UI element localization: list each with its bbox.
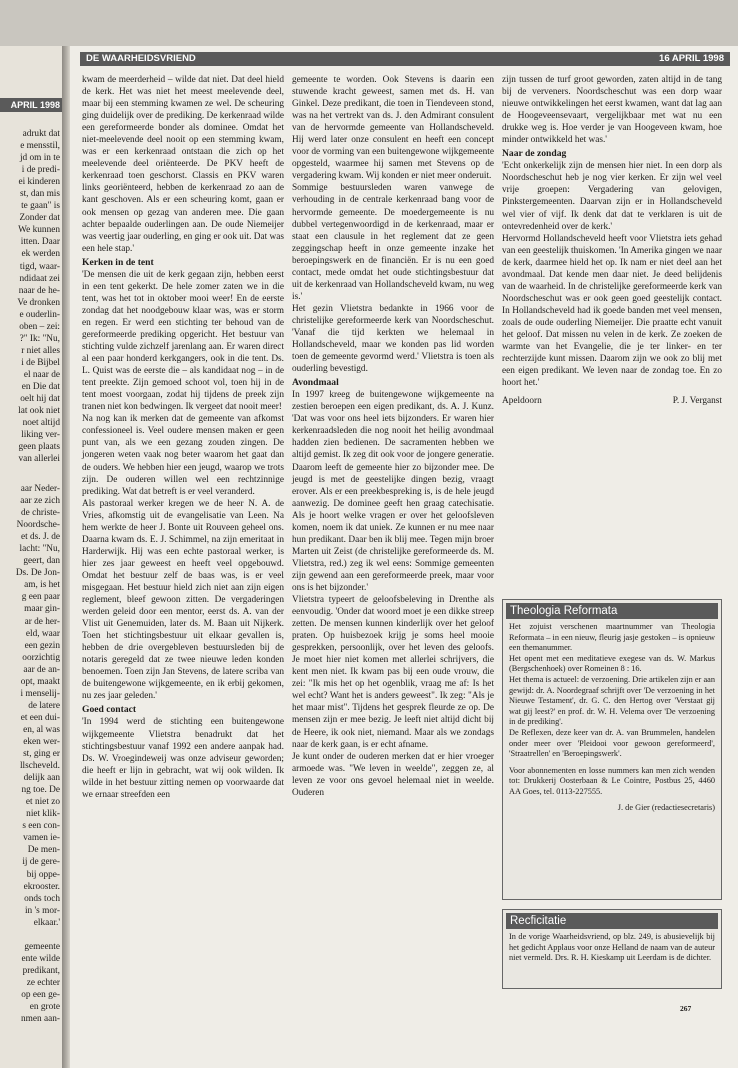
box-title: Recficitatie bbox=[506, 913, 718, 929]
fragment-line: aar Neder- bbox=[20, 484, 60, 494]
fragment-line: ze echter bbox=[26, 978, 60, 989]
fragment-line: Ds. De Jon- bbox=[15, 568, 60, 579]
fragment-line: en Die dat bbox=[21, 381, 60, 392]
paragraph: 'In 1994 werd de stichting een buitengewone wijkgemeente Vlietstra benadrukt dat het stichtingsbestuur vanaf 1992 een andere aanpak had. Ds. W. Vroegindeweij was onze adviseur geworden; die heeft er lijn in gebracht, wat wij ook wilden. Ik wilde in het bestuur zitting nemen op voorwaarde dat we ernaar streefden een bbox=[82, 717, 284, 800]
column-2 bbox=[292, 74, 494, 799]
fragment-line: Noordsche- bbox=[16, 520, 60, 531]
book-gutter bbox=[62, 46, 70, 1068]
fragment-line: vamen ie- bbox=[23, 833, 60, 844]
fragment-line: et een dui- bbox=[20, 712, 60, 723]
fragment-block-2 bbox=[0, 483, 60, 929]
fragment-line: de latere bbox=[28, 700, 60, 711]
fragment-line: maar gin- bbox=[24, 604, 60, 615]
fragment-line: et ds. J. de bbox=[21, 532, 60, 543]
box-paragraph: Voor abonnementen en losse nummers kan men zich wenden tot: Drukkerij Oosterbaan & Le Cointre, Postbus 25, 4460 AA Goes, tel. 0113-227555. bbox=[509, 765, 715, 796]
fragment-line: adrukt dat bbox=[22, 129, 60, 139]
fragment-line: et niet zo bbox=[25, 797, 60, 808]
fragment-line: predikant, bbox=[22, 966, 60, 977]
box-paragraph: Het thema is actueel: de verzoening. Drie artikelen zijn er aan gewijd: dr. A. Noordegraaf schrijft over 'De verzoening in het Nieuwe Testament', dr. G. C. den Hertog over 'Verstaat gij wat gij leest?' en prof. dr. W. H. Velema over 'De verzoening in de prediking'. bbox=[509, 674, 715, 727]
fragment-line: ei kinderen bbox=[18, 177, 60, 188]
fragment-line: e ouderlin- bbox=[19, 309, 60, 320]
fragment-line: el naar de bbox=[23, 369, 60, 380]
left-page-header: APRIL 1998 bbox=[0, 98, 62, 112]
magazine-title: DE WAARHEIDSVRIEND bbox=[86, 53, 196, 64]
fragment-line: niet klik- bbox=[26, 809, 60, 820]
fragment-line: g een paar bbox=[21, 592, 60, 603]
fragment-line: lat ook niet bbox=[18, 406, 60, 417]
fragment-line: delijk aan bbox=[23, 773, 60, 784]
fragment-line: liking ver- bbox=[21, 430, 60, 441]
paragraph: Als pastoraal werker kregen we de heer N. A. de Vries, afkomstig uit de evangelisatie van Leen. Na hem werkte de heer J. Bonte uit Rouveen geheel ons. Daarna kwam ds. E. J. Schimmel, na zijn emeritaat in Harderwijk. Hij was een echte pastoraal werker, is hier zes jaar geweest en heeft veel opgebouwd. Omdat het bestuur zelf de baas was, is er veel misgegaan. Het bestuur hield zich niet aan zijn eigen reglement, bleef gewoon zitten. De vergaderingen werden geleid door een mentor, eerst ds. A. van der Vlist uit Genemuiden, later ds. M. Baan uit Nijkerk. Toen het stichtingsbestuur uit elkaar gevallen is, hebben de drie overgebleven bestuursleden bij de notaris geregeld dat ze twee nieuwe leden konden benoemen. Toen zijn Jan Stevens, de latere scriba van de buitengewone wijkgemeente, en ik erbij gekomen, nu zes jaar geleden.' bbox=[82, 498, 284, 702]
fragment-line: s een con- bbox=[22, 821, 60, 832]
paragraph: In 1997 kreeg de buitengewone wijkgemeente na zestien beroepen een eigen predikant, ds. A. J. Kunz. 'Dat was voor ons heel iets bijzonders. Er waren hier kerkenraadsleden die nog nooit het heilig avondmaal hadden zien bedienen. De sacramenten hebben we altijd gemist. Ik zeg dit ook voor de jongere generatie. Daarom leeft de gemeente hier zo bijzonder mee. De jeugd is met de geestelijke dingen bezig, vraagt erover. Als er een preekbespreking is, is de hele jeugd aanwezig. De dominee geeft hen graag catechisatie. Als je hoort welke vragen er over het geloofsleven komen, noem ik dat uniek. Ze kunnen er nu mee naar hun predikant. Daar ben ik blij mee. Tegen mijn broer Marten uit Zeist (de christelijke gereformeerde ds. M. Vlietstra, red.) zeg ik wel eens: Sommige gemeenten zijn gewend aan een gereformeerde preek, maar voor ons is het bijzonder.' bbox=[292, 390, 494, 593]
fragment-line: noet altijd bbox=[22, 418, 60, 429]
fragment-line: bij oppe- bbox=[26, 869, 60, 880]
fragment-line: ?" Ik: "Nu, bbox=[19, 333, 60, 344]
left-page-fragment bbox=[0, 46, 64, 1068]
paragraph: Hervormd Hollandscheveld heeft voor Vlietstra iets gehad van een geestelijk thuiskomen. 'In Amerika gingen we naar de kerk, daarmee hield het op. Ik nam er niet deel aan het avondmaal. Dat kende men daar niet. Je deed belijdenis van de waarheid. In de christelijke gereformeerde kerk van Noordscheschut was er ook geen goed geestelijk contact. In Hollandscheveld had ik goede banden met veel mensen, zoals de oude ouderling Niemeijer. Die praatte echt vanuit het geloof. Dat missen nu velen in de kerk. Ze zoeken de warmte van het Evangelie, die je ter linker- en ter rechterzijde kunt missen. Daarom zijn we ook zo blij met een eigen predikant. We leven naar de zondag toe. En zo hoort het.' bbox=[502, 233, 722, 389]
running-header bbox=[80, 52, 730, 66]
fragment-line: op een ge- bbox=[21, 990, 60, 1001]
fragment-line: naar de he- bbox=[18, 285, 60, 296]
page-number: 267 bbox=[680, 1004, 692, 1013]
box-body bbox=[503, 932, 721, 969]
fragment-line: eken wer- bbox=[23, 736, 60, 747]
fragment-line: ekrooster. bbox=[23, 881, 60, 892]
fragment-line: en, al was bbox=[23, 724, 60, 735]
fragment-line: tigd, waar- bbox=[19, 261, 60, 272]
fragment-line: De men- bbox=[27, 845, 60, 856]
subheading: Kerken in de tent bbox=[82, 256, 154, 268]
box-paragraph: Het zojuist verschenen maartnummer van Theologia Reformata – in een nieuw, fleurig jasje gestoken – is opnieuw een themanummer. bbox=[509, 622, 715, 653]
fragment-line: oben – zei: bbox=[19, 321, 60, 332]
fragment-line: ij de gere- bbox=[22, 857, 60, 868]
paragraph: Sommige bestuursleden waren vanwege de verhouding in de centrale kerkenraad bang voor de hervormde gemeente. De moedergemeente is nu dubbel vertegenwoordigd in de kerkenraad, maar er staat een clausule in het reglement dat ze geen zeggingschap heeft in onze gemeente inzake het beroepingswerk en de financiën. Er is nu een goed contact, mede omdat het oude stichtingsbestuur dat uit de kerkenraad van Hollandscheveld kwam, nu weg is.' bbox=[292, 183, 494, 302]
fragment-line: Ve dronken bbox=[17, 297, 60, 308]
fragment-line: ek werden bbox=[21, 249, 60, 260]
signature-place: Apeldoorn bbox=[502, 396, 542, 407]
rectificatie-box bbox=[502, 909, 722, 989]
box-paragraph: Het opent met een meditatieve exegese van ds. W. Markus (Bergschenhoek) over Romeinen 8 : 16. bbox=[509, 653, 715, 674]
fragment-block-1 bbox=[0, 128, 60, 465]
fragment-line: elkaar.' bbox=[33, 917, 60, 928]
issue-date: 16 APRIL 1998 bbox=[659, 53, 724, 64]
column-3 bbox=[502, 74, 722, 407]
fragment-line: itten. Daar bbox=[20, 237, 60, 248]
fragment-line: ente wilde bbox=[21, 954, 60, 965]
paragraph: Na nog kan ik merken dat de gemeente van afkomst confessioneel is. Veel oudere mensen maken er geen punt van, als we een gezang zouden zingen. De jongeren weten vaak nog beter waarom het gaat dan de ouders. We hebben hier een jeugd, waarop we trots zijn. De ouderen willen wel een rechtzinnige prediking. Wat dat betreft is er veel veranderd. bbox=[82, 414, 284, 497]
box-title: Theologia Reformata bbox=[506, 603, 718, 619]
fragment-line: aar ze zich bbox=[20, 496, 60, 507]
fragment-line: am, is het bbox=[24, 580, 60, 591]
fragment-line: geert, dan bbox=[23, 556, 60, 567]
paragraph: gemeente te worden. Ook Stevens is daarin een stuwende kracht geweest, samen met ds. H. van Ginkel. Deze predikant, die toen in Tiendeveen stond, was na het vertrekt van ds. J. den Admirant consulent van de hervormde gemeente van Hollandscheveld. Hij werd later onze consulent en heeft een concept voor de vorming van een buitengewone wijkgemeente opgesteld, waarmee hij samen met Stevens op de vergadering kwam. Wij konden er niet meer onderuit. bbox=[292, 75, 494, 182]
fragment-line: opt, maakt bbox=[20, 676, 60, 687]
fragment-line: een gezin bbox=[24, 640, 60, 651]
fragment-line: oorzichtig bbox=[22, 652, 60, 663]
fragment-line: lacht: "Nu, bbox=[19, 544, 60, 555]
paragraph: 'Echt onkerkelijk zijn de mensen hier niet. In een dorp als Noordscheschut heb je nog vier kerken. Er zijn wel veel vrije groepen: Vergadering van gelovigen, Pinkstergemeenten. Daarvan zijn er in Hollandscheveld wel vier of vijf. Ik denk dat dat te verklaren is uit de ontevredenheid over de kerk.' bbox=[502, 161, 722, 232]
fragment-line: r niet alles bbox=[21, 345, 60, 356]
subheading: Avondmaal bbox=[292, 377, 339, 389]
paragraph: Je kunt onder de ouderen merken dat er hier vroeger armoede was. "We leven in weelde", zeggen ze, al leven ze voor ons gevoel helemaal niet in weelde. Ouderen bbox=[292, 751, 494, 798]
subheading: Goed contact bbox=[82, 704, 137, 716]
fragment-line: i de Bijbel bbox=[21, 357, 60, 368]
fragment-line: de christe- bbox=[21, 508, 60, 519]
fragment-line: aar de an- bbox=[23, 664, 60, 675]
paragraph: Vlietstra typeert de geloofsbeleving in Drenthe als eenvoudig. 'Onder dat woord moet je een dikke streep zetten. De mensen kunnen kinderlijk over het geloof praten. Op huisbezoek krijg je soms heel mooie gesprekken, persoonlijk, over het leven des geloofs. Je moet hier niet komen met allerlei schrijvers, die kent men niet. Ik kwam pas bij een oude vrouw, die zei: "Ik mis het op het ogenblik, vraag me af: Is het wel echt? Want het is anders geweest". Ik zeg: "Als je het maar mist". Tijdens het gesprek fleurde ze op. De mensen zijn er mee bezig. Je leeft niet altijd dicht bij de Heere, ik ook niet, niemand. Maar als we zondags naar de kerk gaan, is er echt afname. bbox=[292, 595, 494, 750]
signature-author: P. J. Verganst bbox=[672, 396, 722, 407]
fragment-line: in 's mor- bbox=[24, 905, 60, 916]
box-signature: J. de Gier (redactiesecretaris) bbox=[617, 802, 715, 812]
fragment-line: e mensstil, bbox=[20, 141, 60, 152]
fragment-line: geen plaats bbox=[18, 442, 60, 453]
paragraph: Het gezin Vlietstra bedankte in 1966 voor de christelijke gereformeerde kerk van Noordscheschut. 'Vanaf die tijd kerkten we helemaal in Hollandscheveld, maar we konden pas lid worden toen de gemeente gevormd werd.' Vlietstra is toen als ouderling bevestigd. bbox=[292, 303, 494, 375]
fragment-line: nmen aan- bbox=[21, 1014, 60, 1025]
fragment-line: oelt hij dat bbox=[20, 394, 60, 405]
fragment-line: i de predi- bbox=[21, 165, 60, 176]
fragment-line: ar de her- bbox=[24, 616, 60, 627]
fragment-line: ng toe. De bbox=[21, 785, 60, 796]
box-paragraph: De Reflexen, deze keer van dr. A. van Brummelen, handelen onder meer over 'Pleidooi voor gewoon gereformeerd', 'Straatrellen' en 'Beroepingswerk'. bbox=[509, 727, 715, 759]
article-signature bbox=[502, 395, 722, 407]
fragment-line: We kunnen bbox=[18, 225, 60, 236]
theologia-reformata-box bbox=[502, 599, 722, 900]
fragment-line: eld, waar bbox=[25, 628, 60, 639]
fragment-line: st, ging er bbox=[23, 749, 60, 760]
subheading: Naar de zondag bbox=[502, 148, 567, 160]
fragment-line: i menselij- bbox=[20, 688, 60, 699]
box-paragraph: In de vorige Waarheidsvriend, op blz. 249, is abusievelijk bij het gedicht Applaus voor onze Helland de naam van de auteur niet vermeld. Drs. R. H. Kieskamp uit Leerdam is de dichter. bbox=[509, 932, 715, 963]
column-1 bbox=[82, 74, 284, 801]
paragraph: zijn tussen de turf groot geworden, zaten altijd in de tang bij de verveners. Noordscheschut was een dorp waar nieuwe ontwikkelingen het eerst kwamen, want dat lag aan de Hoogeveensevaart, vergelijkbaar met wat nu een drukke weg is. Hoe verder je van Hoogeveen kwam, hoe minder ontwikkeld het was.' bbox=[502, 75, 722, 146]
box-body bbox=[503, 622, 721, 818]
paragraph: 'De mensen die uit de kerk gegaan zijn, hebben eerst in een tent gekerkt. De hele zomer zaten we in die tent, was het tot in oktober mooi weer! En de eerste zondag dat het noodgebouw klaar was, was er storm en regen. Er werd een stichting ter behoud van de gereformeerde prediking opgericht. Het bestuur van stichting vulde zichzelf jarenlang aan. Er waren direct al een paar honderd kerkgangers, ook in die tent. Ds. L. Quist was de eerste die – als kandidaat nog – in de tent preekte. Zijn gemoed schoot vol, toen hij in de tent moest voorgaan, zodat hij tijdens de preek zijn tranen niet kon bedwingen. Ik vergeet dat nooit meer! bbox=[82, 269, 284, 413]
fragment-line: llscheveld. bbox=[19, 761, 60, 772]
fragment-line: Zonder dat bbox=[19, 213, 60, 224]
fragment-line: ndidaat zei bbox=[19, 273, 60, 284]
fragment-line: st, dan mis bbox=[19, 189, 60, 200]
fragment-line: en grote bbox=[29, 1002, 60, 1013]
fragment-block-3 bbox=[0, 941, 60, 1025]
fragment-line: jd om in te bbox=[19, 153, 60, 164]
fragment-line: onds toch bbox=[24, 893, 60, 904]
fragment-line: gemeente bbox=[24, 942, 60, 952]
magazine-page bbox=[70, 46, 738, 1068]
paragraph: kwam de meerderheid – wilde dat niet. Dat deel hield de kerk. Het was niet het meest meelevende deel, maar bij een stemming kwamen ze wel. De scheuring ging duidelijk over de prediking. De kerkenraad wilde een gereformeerde bonder als dominee. Omdat het niet-meelevende deel nooit op een stemming kwam, was er een kerkenraad ontstaan die zich op het meelevende deel oriënteerde. De PKV heeft de kerkenraad toen geschorst. Classis en PKV waren links georiënteerd, hebben de kerkenraad zo aan de kant geschoven. Als er een scheuring komt, gaan er ook mensen op gezag van anderen mee. Die gaan achter bepaalde ouderlingen aan. De oude Niemeijer was veertig jaar ouderling, en ging er ook uit. Dat was een hele stap.' bbox=[82, 75, 284, 254]
fragment-line: te gaan" is bbox=[21, 201, 60, 212]
fragment-line: van allerlei bbox=[18, 454, 60, 465]
